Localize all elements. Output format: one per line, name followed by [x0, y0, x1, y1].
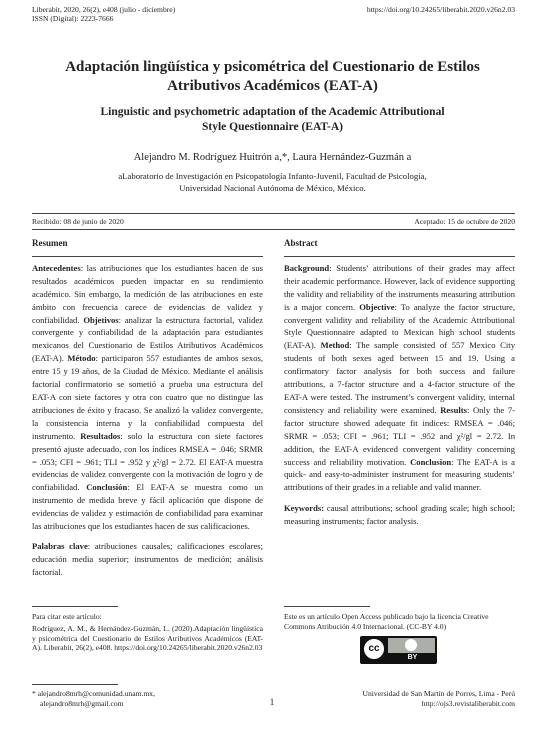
email-line-1[interactable]: * alejandro8mrh@comunidad.unam.mx,	[32, 689, 155, 698]
received-date: Recibido: 08 de junio de 2020	[32, 217, 124, 226]
resumen-heading-rule	[32, 256, 263, 257]
spanish-title	[40, 58, 505, 95]
top-divider	[32, 213, 515, 214]
english-title	[60, 105, 485, 135]
affiliation	[40, 170, 505, 195]
abstract-text-conclusion: : The EAT-A is a quick- and easy-to-administer instrument for measuring students’ attributions of their grades in a reliable and valid manner.	[284, 456, 515, 493]
email-rule	[32, 684, 118, 685]
abstract-label-background: Background	[284, 262, 330, 273]
publisher-name: Universidad de San Martín de Porres, Lima - Perú	[362, 689, 515, 698]
abstract-label-method: Method	[320, 340, 350, 351]
citation-rule	[32, 606, 118, 607]
resumen-label-method: Método	[67, 353, 96, 364]
spanish-title-line-1: Adaptación lingüística y psicométrica del Cuestionario de Estilos	[65, 59, 480, 75]
abstract-body	[284, 262, 515, 494]
dates-divider	[32, 229, 515, 230]
attribution-person-icon	[405, 639, 417, 651]
abstract-text-results: : Only the 7-factor structure showed adequate fit indices: RMSEA = .046; SRMR = .053; CFI = .961; TLI = .952 and χ²/gl = 2.72. In addition, the EAT-A evidenced convergent validity concerning success and reliability motivation.	[284, 404, 516, 467]
accepted-date: Aceptado: 15 de octubre de 2020	[414, 217, 515, 226]
corresponding-email	[32, 689, 155, 709]
resumen-text-method: : participaron 557 estudiantes de ambos sexos, entre 15 y 19 años, de la Ciudad de México. Mediante el análisis factorial confirmatorio se sometió a prueba una estructura del EAT-A con siete factores y otra con cuatro que no distingue las atribuciones de éxito y fracaso. Se analizó la validez convergente, la consistencia interna y la confiabilidad compuesta del instrumento.	[32, 353, 263, 441]
email-line-2[interactable]: alejandro8mrh@gmail.com	[40, 698, 124, 708]
affiliation-line-1: aLaboratorio de Investigación en Psicopatología Infanto-Juvenil, Facultad de Psicología,	[118, 171, 427, 181]
spanish-title-line-2: Atributivos Académicos (EAT-A)	[167, 77, 378, 94]
author-list: Alejandro M. Rodríguez Huitrón a,*, Laura Hernández-Guzmán a	[133, 152, 412, 163]
citation-text: Rodríguez, A. M., & Hernández-Guzmán, L. (2020).Adaptación lingüística y psicométrica del Cuestionario de Estilos Atributivos Académicos (EAT-A). Liberabit, 26(2), e408. https://doi.org/10.24265/liberabit.2020.v26n2.03	[32, 623, 263, 653]
resumen-label-conclusion: Conclusión	[86, 482, 128, 493]
resumen-text-results: : solo la estructura con siete factores presentó ajuste adecuado, con los índices RMSEA = .046; SRMR = .053; CFI = .961; TLI = .952 y χ²/gl = 2.72. El EAT-A muestra evidencias de validez convergente con la motivación de logro y de confiabilidad.	[32, 430, 263, 493]
abstract-label-results: Results	[440, 404, 467, 415]
abstract-text-background: : Students’ attributions of their grades may affect their academic performance. However, lack of evidence supporting the validity and reliability of the instruments measuring attribution is a major concern.	[284, 262, 515, 312]
english-title-line-1: Linguistic and psychometric adaptation of the Academic Attributional	[100, 106, 445, 118]
publisher-url[interactable]: http://ojs3.revistaliberabit.com	[421, 698, 515, 708]
abstract-label-objective: Objective	[359, 301, 395, 312]
creative-commons-icon: cc	[362, 637, 386, 661]
keywords	[284, 502, 515, 528]
resumen-label-background: Antecedentes	[32, 262, 81, 273]
abstract-text-method: : The sample consisted of 557 Mexico City students of both sexes aged between 15 and 19. Using a confirmatory factor analysis for both success and failure attributions, a 7-factor structure and a 4-factor structure of the EAT-A were tested. The instrument’s convergent validity, internal consistency and reliability were examined.	[284, 340, 515, 415]
citation-block	[32, 612, 263, 653]
journal-citation: Liberabit, 2020, 26(2), e408 (julio - diciembre)	[32, 5, 176, 14]
citation-label: Para citar este artículo:	[32, 612, 102, 621]
abstract-heading: Abstract	[284, 238, 318, 248]
license-rule	[284, 606, 370, 607]
resumen-text-objectives: : analizar la estructura factorial, validez convergente y confiabilidad de la adaptación para estudiantes mexicanos del Cuestionario de Estilos Atributivos Académicos (EAT-A).	[32, 314, 263, 364]
abstract-section	[284, 237, 515, 528]
resumen-text-conclusion: : El EAT-A se muestra como un instrumento de medida breve y fácil aplicación que dispone de evidencias de validez y estimación de confiabilidad para examinar las atribuciones que los estudiantes hacen de sus calificaciones.	[32, 482, 263, 532]
palabras-clave-text: : atribuciones causales; calificaciones escolares; educación media superior; instrumentos de medición; análisis factorial.	[32, 540, 263, 577]
license-text: Este es un artículo Open Access publicado bajo la licencia Creative Commons Atribución 4.0 Internacional. (CC-BY 4.0)	[284, 612, 489, 631]
resumen-text-background: : las atribuciones que los estudiantes hacen de sus resultados académicos pueden impactar en su rendimiento académico. Sin embargo, la medición de las atribuciones en este ámbito con frecuencia carece de evidencias de validez y confiabilidad.	[32, 262, 263, 325]
resumen-heading: Resumen	[32, 238, 68, 248]
doi-link[interactable]: https://doi.org/10.24265/liberabit.2020.v26n2.03	[366, 5, 515, 14]
abstract-heading-rule	[284, 256, 515, 257]
publisher-info	[363, 689, 515, 709]
resumen-label-results: Resultados	[80, 430, 121, 441]
english-title-line-2: Style Questionnaire (EAT-A)	[202, 121, 343, 133]
keywords-label: Keywords:	[284, 503, 325, 514]
palabras-clave-label: Palabras clave	[32, 540, 88, 551]
page-number: 1	[269, 697, 275, 707]
by-label: BY	[407, 654, 418, 661]
affiliation-line-2: Universidad Nacional Autónoma de México, México.	[179, 183, 366, 194]
issn: ISSN (Digital): 2223-7666	[32, 14, 114, 24]
resumen-section	[32, 237, 263, 579]
palabras-clave	[32, 540, 263, 579]
resumen-label-objectives: Objetivos	[83, 314, 119, 325]
resumen-body	[32, 262, 263, 533]
journal-header	[32, 5, 175, 24]
abstract-label-conclusion: Conclusion	[410, 456, 452, 467]
abstract-text-objective: : To analyze the factor structure, convergent validity and reliability of the Academic Attributional Style Questionnaire adapted to Mexican high school students (EAT-A).	[284, 301, 515, 351]
keywords-text: causal attributions; school grading scale; high school; measuring instruments; factor analysis.	[284, 503, 515, 527]
